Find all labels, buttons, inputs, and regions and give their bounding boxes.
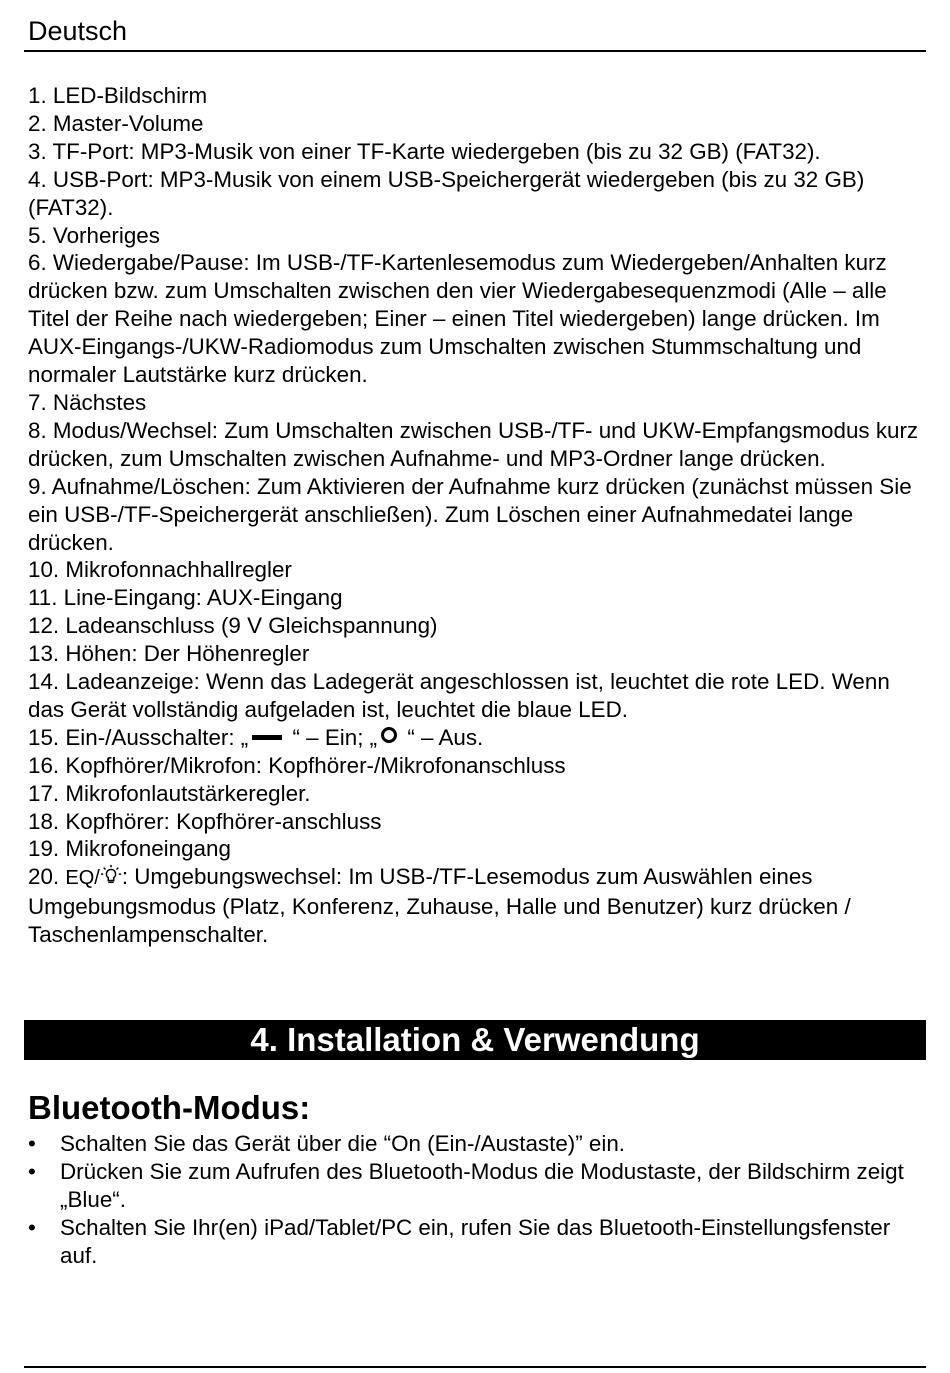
power-switch-suffix: “ – Aus. <box>401 724 484 750</box>
bullet-item: • Schalten Sie Ihr(en) iPad/Tablet/PC ein, rufen Sie das Bluetooth-Einstellungsfenster auf. <box>28 1214 891 1268</box>
lightbulb-icon <box>100 864 122 886</box>
subsection-heading: Bluetooth-Modus: <box>28 1089 311 1126</box>
list-item-eq <box>28 863 928 949</box>
list-item: 18. Kopfhörer: Kopfhörer-anschluss <box>28 808 382 834</box>
eq-prefix: 20. <box>28 864 66 890</box>
power-switch-mid: “ – Ein; „ <box>286 724 378 750</box>
list-item: 8. Modus/Wechsel: Zum Umschalten zwischen USB-/TF- und UKW-Empfangsmodus kurz drücken, zum Umschalten zwischen Aufnahme- und MP3-Ordner lange drücken. <box>28 417 919 471</box>
dash-icon <box>252 735 282 740</box>
list-item: 3. TF-Port: MP3-Musik von einer TF-Karte wiedergeben (bis zu 32 GB) (FAT32). <box>28 138 821 164</box>
eq-rest: : Umgebungswechsel: Im USB-/TF-Lesemodus zum Auswählen eines Umgebungsmodus (Platz, Konferenz, Zuhause, Halle und Benutzer) kurz drücken / Taschenlampenschalter. <box>28 864 851 948</box>
header-rule <box>24 50 926 52</box>
list-item: 13. Höhen: Der Höhenregler <box>28 641 310 667</box>
list-item: 5. Vorheriges <box>28 222 160 248</box>
list-item: 16. Kopfhörer/Mikrofon: Kopfhörer-/Mikrofonanschluss <box>28 752 566 778</box>
power-switch-prefix: 15. Ein-/Ausschalter: „ <box>28 724 249 750</box>
footer-rule <box>24 1366 926 1368</box>
circle-icon <box>381 727 397 743</box>
bullet-dot-icon: • <box>28 1158 36 1184</box>
list-item: 12. Ladeanschluss (9 V Gleichspannung) <box>28 613 438 639</box>
list-item: 2. Master-Volume <box>28 110 204 136</box>
bullet-item: • Drücken Sie zum Aufrufen des Bluetooth-Modus die Modustaste, der Bildschirm zeigt „Blue“. <box>28 1158 904 1212</box>
list-item: 17. Mikrofonlautstärkeregler. <box>28 780 311 806</box>
page-header-language: Deutsch <box>28 16 128 46</box>
component-list <box>28 82 928 949</box>
eq-label: EQ/ <box>65 867 100 890</box>
list-item: 4. USB-Port: MP3-Musik von einem USB-Speichergerät wiedergeben (bis zu 32 GB) (FAT32). <box>28 166 865 220</box>
bullet-dot-icon: • <box>28 1214 36 1240</box>
list-item: 7. Nächstes <box>28 389 147 415</box>
bullet-item: • Schalten Sie das Gerät über die “On (Ein-/Austaste)” ein. <box>28 1131 626 1156</box>
list-item-power-switch <box>28 724 928 752</box>
list-item: 1. LED-Bildschirm <box>28 83 208 108</box>
list-item: 19. Mikrofoneingang <box>28 836 231 862</box>
list-item: 6. Wiedergabe/Pause: Im USB-/TF-Kartenlesemodus zum Wiedergeben/Anhalten kurz drücken bzw. zum Umschalten zwischen den vier Wiedergabesequenzmodi (Alle – alle Titel der Reihe nach wiedergeben; Einer – einen Titel wiedergeben) lange drücken. Im AUX-Eingangs-/UKW-Radiomodus zum Umschalten zwischen Stummschaltung und normaler Lautstärke kurz drücken. <box>28 250 887 388</box>
list-item: 10. Mikrofonnachhallregler <box>28 557 292 583</box>
bullet-list <box>28 1130 928 1270</box>
list-item: 9. Aufnahme/Löschen: Zum Aktivieren der Aufnahme kurz drücken (zunächst müssen Sie ein USB-/TF-Speichergerät anschließen). Zum Löschen einer Aufnahmedatei lange drücken. <box>28 473 912 555</box>
list-item: 11. Line-Eingang: AUX-Eingang <box>28 585 343 611</box>
bullet-dot-icon: • <box>28 1131 36 1156</box>
section-heading: 4. Installation & Verwendung <box>24 1020 926 1060</box>
list-item: 14. Ladeanzeige: Wenn das Ladegerät angeschlossen ist, leuchtet die rote LED. Wenn das Gerät vollständig aufgeladen ist, leuchtet die blaue LED. <box>28 669 890 722</box>
